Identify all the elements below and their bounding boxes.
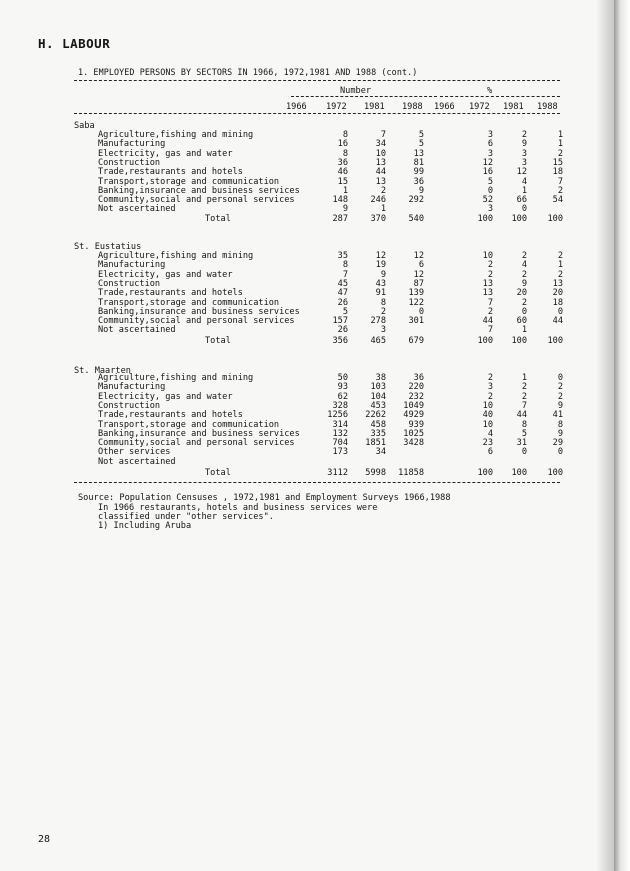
row-value: 2 bbox=[380, 307, 386, 317]
row-value: 44 bbox=[516, 410, 527, 420]
row-value: 2 bbox=[487, 392, 493, 402]
row-value: 47 bbox=[337, 288, 348, 298]
row-value: 0 bbox=[521, 204, 527, 214]
row-value: 9 bbox=[418, 186, 424, 196]
row-value: 1 bbox=[521, 373, 527, 383]
row-value: 2 bbox=[557, 149, 563, 159]
row-label: Not ascertained bbox=[98, 325, 176, 335]
row-value: 148 bbox=[332, 195, 348, 205]
row-value: 12 bbox=[413, 251, 424, 261]
row-value: 5 bbox=[418, 130, 424, 140]
row-value: 3 bbox=[521, 158, 527, 168]
total-row bbox=[74, 337, 564, 346]
row-value: 1256 bbox=[327, 410, 348, 420]
row-label: Transport,storage and communication bbox=[98, 420, 280, 430]
row-value: 0 bbox=[557, 373, 563, 383]
row-value: 7 bbox=[380, 130, 386, 140]
rule-line bbox=[74, 482, 560, 483]
header-year: 1972 bbox=[469, 102, 490, 112]
row-value: 1 bbox=[342, 186, 348, 196]
row-value: 8 bbox=[342, 260, 348, 270]
row-label: Trade,restaurants and hotels bbox=[98, 288, 243, 298]
row-value: 157 bbox=[332, 316, 348, 326]
row-value: 1 bbox=[521, 325, 527, 335]
row-label: Electricity, gas and water bbox=[98, 149, 233, 159]
row-value: 93 bbox=[337, 382, 348, 392]
row-value: 2 bbox=[521, 298, 527, 308]
row-value: 292 bbox=[408, 195, 424, 205]
row-label: Other services bbox=[98, 447, 171, 457]
row-value: 8 bbox=[342, 149, 348, 159]
header-year: 1966 bbox=[286, 102, 307, 112]
total-value: 540 bbox=[408, 214, 424, 224]
row-value: 8 bbox=[521, 420, 527, 430]
row-value: 9 bbox=[557, 429, 563, 439]
header-year: 1981 bbox=[503, 102, 524, 112]
row-value: 8 bbox=[342, 130, 348, 140]
row-value: 5 bbox=[487, 177, 493, 187]
total-value: 100 bbox=[511, 468, 527, 478]
row-label: Not ascertained bbox=[98, 204, 176, 214]
row-value: 10 bbox=[482, 420, 493, 430]
row-label: Community,social and personal services bbox=[98, 438, 295, 448]
row-value: 103 bbox=[370, 382, 386, 392]
total-value: 465 bbox=[370, 336, 386, 346]
row-value: 220 bbox=[408, 382, 424, 392]
row-value: 2 bbox=[487, 373, 493, 383]
row-value: 2 bbox=[521, 270, 527, 280]
row-value: 50 bbox=[337, 373, 348, 383]
row-value: 2 bbox=[380, 186, 386, 196]
row-value: 36 bbox=[413, 373, 424, 383]
row-value: 314 bbox=[332, 420, 348, 430]
row-value: 66 bbox=[516, 195, 527, 205]
section-name: St. Maarten bbox=[74, 366, 131, 376]
header-year: 1988 bbox=[402, 102, 423, 112]
total-value: 100 bbox=[477, 336, 493, 346]
row-value: 26 bbox=[337, 298, 348, 308]
row-value: 1 bbox=[380, 204, 386, 214]
rule-line bbox=[440, 96, 560, 97]
row-value: 7 bbox=[487, 298, 493, 308]
total-value: 100 bbox=[477, 468, 493, 478]
row-value: 9 bbox=[380, 270, 386, 280]
row-value: 34 bbox=[375, 447, 386, 457]
row-value: 44 bbox=[552, 316, 563, 326]
row-value: 1851 bbox=[365, 438, 386, 448]
row-value: 3 bbox=[487, 149, 493, 159]
total-row bbox=[74, 469, 564, 478]
row-value: 8 bbox=[557, 420, 563, 430]
row-label: Trade,restaurants and hotels bbox=[98, 410, 243, 420]
total-value: 100 bbox=[511, 336, 527, 346]
row-value: 20 bbox=[552, 288, 563, 298]
row-value: 2 bbox=[557, 270, 563, 280]
total-value: 5998 bbox=[365, 468, 386, 478]
source-note-line: classified under "other services". bbox=[98, 512, 274, 522]
row-label: Construction bbox=[98, 279, 161, 289]
table-row bbox=[74, 458, 564, 467]
row-value: 62 bbox=[337, 392, 348, 402]
row-value: 132 bbox=[332, 429, 348, 439]
row-value: 46 bbox=[337, 167, 348, 177]
row-value: 35 bbox=[337, 251, 348, 261]
row-value: 2 bbox=[487, 307, 493, 317]
total-value: 100 bbox=[547, 336, 563, 346]
row-label: Banking,insurance and business services bbox=[98, 186, 300, 196]
header-year: 1981 bbox=[364, 102, 385, 112]
row-label: Agriculture,fishing and mining bbox=[98, 373, 254, 383]
table-row bbox=[74, 289, 564, 298]
row-label: Trade,restaurants and hotels bbox=[98, 167, 243, 177]
total-value: 679 bbox=[408, 336, 424, 346]
row-value: 6 bbox=[487, 447, 493, 457]
row-value: 9 bbox=[342, 204, 348, 214]
row-value: 1049 bbox=[403, 401, 424, 411]
row-value: 2 bbox=[521, 251, 527, 261]
row-value: 7 bbox=[521, 401, 527, 411]
table-row bbox=[74, 140, 564, 149]
table-row bbox=[74, 383, 564, 392]
total-value: 100 bbox=[511, 214, 527, 224]
row-value: 6 bbox=[487, 139, 493, 149]
row-value: 81 bbox=[413, 158, 424, 168]
row-value: 3428 bbox=[403, 438, 424, 448]
total-value: 3112 bbox=[327, 468, 348, 478]
row-value: 246 bbox=[370, 195, 386, 205]
row-value: 4 bbox=[521, 177, 527, 187]
row-value: 41 bbox=[552, 410, 563, 420]
row-value: 2 bbox=[557, 251, 563, 261]
section-name: Saba bbox=[74, 121, 95, 131]
row-value: 0 bbox=[521, 447, 527, 457]
row-value: 31 bbox=[516, 438, 527, 448]
section-name: St. Eustatius bbox=[74, 242, 142, 252]
row-value: 458 bbox=[370, 420, 386, 430]
row-value: 9 bbox=[521, 279, 527, 289]
row-value: 1025 bbox=[403, 429, 424, 439]
total-label: Total bbox=[205, 336, 231, 346]
row-label: Community,social and personal services bbox=[98, 316, 295, 326]
row-value: 328 bbox=[332, 401, 348, 411]
row-value: 1 bbox=[521, 186, 527, 196]
row-value: 2 bbox=[557, 392, 563, 402]
total-value: 100 bbox=[547, 468, 563, 478]
row-value: 13 bbox=[375, 177, 386, 187]
total-value: 100 bbox=[477, 214, 493, 224]
row-value: 54 bbox=[552, 195, 563, 205]
source-note-line: In 1966 restaurants, hotels and business services were bbox=[98, 503, 378, 513]
row-value: 12 bbox=[413, 270, 424, 280]
table-row bbox=[74, 411, 564, 420]
row-value: 15 bbox=[337, 177, 348, 187]
row-value: 2 bbox=[521, 392, 527, 402]
row-value: 10 bbox=[375, 149, 386, 159]
row-value: 7 bbox=[487, 325, 493, 335]
row-label: Community,social and personal services bbox=[98, 195, 295, 205]
row-label: Banking,insurance and business services bbox=[98, 429, 300, 439]
row-value: 13 bbox=[413, 149, 424, 159]
rule-line bbox=[74, 80, 560, 81]
row-value: 7 bbox=[557, 177, 563, 187]
row-value: 4 bbox=[487, 429, 493, 439]
row-value: 16 bbox=[337, 139, 348, 149]
total-row bbox=[74, 215, 564, 224]
row-value: 9 bbox=[521, 139, 527, 149]
row-value: 13 bbox=[375, 158, 386, 168]
row-value: 36 bbox=[337, 158, 348, 168]
row-value: 19 bbox=[375, 260, 386, 270]
header-percent: % bbox=[487, 86, 493, 96]
total-label: Total bbox=[205, 468, 231, 478]
row-value: 5 bbox=[418, 139, 424, 149]
row-value: 29 bbox=[552, 438, 563, 448]
table-row bbox=[74, 326, 564, 335]
row-value: 335 bbox=[370, 429, 386, 439]
row-value: 23 bbox=[482, 438, 493, 448]
row-value: 1 bbox=[557, 130, 563, 140]
row-value: 16 bbox=[482, 167, 493, 177]
row-value: 52 bbox=[482, 195, 493, 205]
row-value: 8 bbox=[380, 298, 386, 308]
row-value: 1 bbox=[557, 260, 563, 270]
row-value: 4 bbox=[521, 260, 527, 270]
row-value: 0 bbox=[487, 186, 493, 196]
row-value: 10 bbox=[482, 251, 493, 261]
rule-line bbox=[291, 96, 437, 97]
row-value: 122 bbox=[408, 298, 424, 308]
row-label: Electricity, gas and water bbox=[98, 270, 233, 280]
row-value: 15 bbox=[552, 158, 563, 168]
table-row bbox=[74, 448, 564, 457]
row-value: 36 bbox=[413, 177, 424, 187]
source-note-line: 1) Including Aruba bbox=[98, 521, 192, 531]
total-value: 287 bbox=[332, 214, 348, 224]
row-value: 232 bbox=[408, 392, 424, 402]
row-value: 18 bbox=[552, 298, 563, 308]
row-value: 0 bbox=[418, 307, 424, 317]
row-value: 1 bbox=[557, 139, 563, 149]
row-value: 2 bbox=[487, 270, 493, 280]
table-row bbox=[74, 261, 564, 270]
row-value: 5 bbox=[342, 307, 348, 317]
row-label: Manufacturing bbox=[98, 260, 166, 270]
row-value: 12 bbox=[482, 158, 493, 168]
row-value: 3 bbox=[487, 382, 493, 392]
row-label: Manufacturing bbox=[98, 139, 166, 149]
header-year: 1988 bbox=[537, 102, 558, 112]
row-value: 60 bbox=[516, 316, 527, 326]
row-label: Agriculture,fishing and mining bbox=[98, 130, 254, 140]
total-label: Total bbox=[205, 214, 231, 224]
row-value: 139 bbox=[408, 288, 424, 298]
row-value: 87 bbox=[413, 279, 424, 289]
row-value: 2262 bbox=[365, 410, 386, 420]
page-edge bbox=[614, 0, 630, 871]
row-value: 2 bbox=[487, 260, 493, 270]
row-value: 4929 bbox=[403, 410, 424, 420]
row-value: 104 bbox=[370, 392, 386, 402]
row-value: 34 bbox=[375, 139, 386, 149]
total-value: 356 bbox=[332, 336, 348, 346]
row-value: 3 bbox=[487, 204, 493, 214]
header-number: Number bbox=[340, 86, 372, 96]
row-label: Transport,storage and communication bbox=[98, 298, 280, 308]
row-value: 2 bbox=[557, 186, 563, 196]
row-label: Manufacturing bbox=[98, 382, 166, 392]
row-value: 5 bbox=[521, 429, 527, 439]
row-label: Banking,insurance and business services bbox=[98, 307, 300, 317]
row-value: 44 bbox=[482, 316, 493, 326]
row-value: 0 bbox=[521, 307, 527, 317]
row-value: 20 bbox=[516, 288, 527, 298]
row-value: 173 bbox=[332, 447, 348, 457]
row-value: 3 bbox=[521, 149, 527, 159]
row-value: 2 bbox=[521, 382, 527, 392]
total-value: 100 bbox=[547, 214, 563, 224]
table-title: 1. EMPLOYED PERSONS BY SECTORS IN 1966, 1972,1981 AND 1988 (cont.) bbox=[78, 67, 418, 77]
row-value: 301 bbox=[408, 316, 424, 326]
row-value: 0 bbox=[557, 447, 563, 457]
row-value: 0 bbox=[557, 307, 563, 317]
row-value: 2 bbox=[521, 130, 527, 140]
row-value: 12 bbox=[516, 167, 527, 177]
row-value: 2 bbox=[557, 382, 563, 392]
row-label: Electricity, gas and water bbox=[98, 392, 233, 402]
row-label: Not ascertained bbox=[98, 457, 176, 467]
row-value: 9 bbox=[557, 401, 563, 411]
row-label: Construction bbox=[98, 158, 161, 168]
source-note-line: Source: Population Censuses , 1972,1981 and Employment Surveys 1966,1988 bbox=[78, 493, 451, 503]
row-value: 6 bbox=[418, 260, 424, 270]
row-label: Agriculture,fishing and mining bbox=[98, 251, 254, 261]
row-value: 38 bbox=[375, 373, 386, 383]
page-number: 28 bbox=[38, 834, 51, 845]
header-year: 1966 bbox=[434, 102, 455, 112]
row-value: 704 bbox=[332, 438, 348, 448]
row-value: 13 bbox=[482, 288, 493, 298]
row-value: 12 bbox=[375, 251, 386, 261]
row-value: 7 bbox=[342, 270, 348, 280]
rule-line bbox=[74, 113, 560, 114]
section-title: H. LABOUR bbox=[38, 36, 111, 51]
row-label: Transport,storage and communication bbox=[98, 177, 280, 187]
row-value: 26 bbox=[337, 325, 348, 335]
table-row bbox=[74, 168, 564, 177]
row-value: 40 bbox=[482, 410, 493, 420]
row-value: 13 bbox=[552, 279, 563, 289]
row-value: 18 bbox=[552, 167, 563, 177]
row-value: 3 bbox=[487, 130, 493, 140]
row-value: 99 bbox=[413, 167, 424, 177]
row-value: 13 bbox=[482, 279, 493, 289]
row-value: 91 bbox=[375, 288, 386, 298]
row-value: 10 bbox=[482, 401, 493, 411]
total-value: 370 bbox=[370, 214, 386, 224]
row-value: 939 bbox=[408, 420, 424, 430]
row-value: 44 bbox=[375, 167, 386, 177]
row-value: 453 bbox=[370, 401, 386, 411]
row-value: 45 bbox=[337, 279, 348, 289]
row-label: Construction bbox=[98, 401, 161, 411]
header-year: 1972 bbox=[326, 102, 347, 112]
row-value: 278 bbox=[370, 316, 386, 326]
row-value: 3 bbox=[380, 325, 386, 335]
page-edge-shadow bbox=[596, 0, 614, 871]
row-value: 43 bbox=[375, 279, 386, 289]
total-value: 11858 bbox=[398, 468, 424, 478]
table-row bbox=[74, 205, 564, 214]
